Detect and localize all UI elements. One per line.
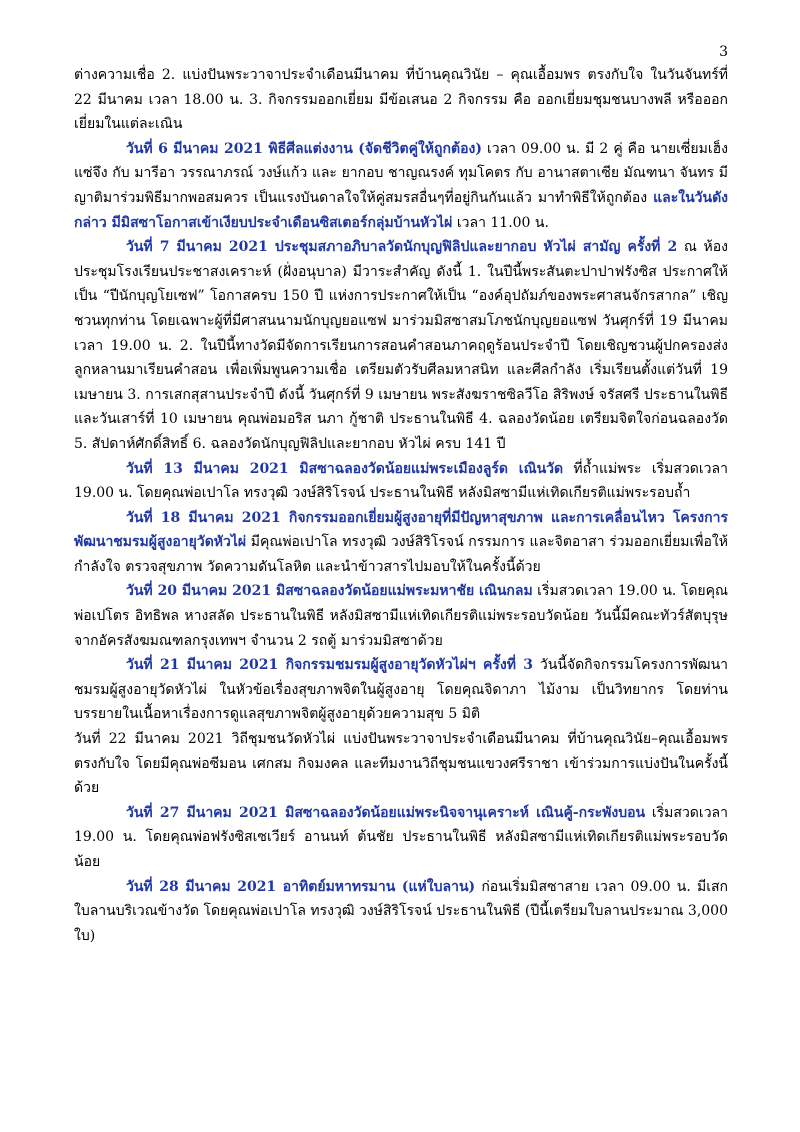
event-heading: วันที่ 28 มีนาคม 2021 อาทิตย์มหาทรมาน (แห่ใบลาน) [126, 878, 476, 895]
paragraph-text: ต่างความเชื่อ 2. แบ่งปันพระวาจาประจำเดือนมีนาคม ที่บ้านคุณวินัย – คุณเอื้อมพร ตรงกับใจ ในวันจันทร์ที่ 22 มีนาคม เวลา 18.00 น. 3. กิจกรรมออกเยี่ยม มีข้อเสนอ 2 กิจกรรม คือ ออกเยี่ยมชุมชนบางพลี หรือออกเยี่ยมในแต่ละเณิน [74, 67, 728, 133]
paragraph-text: เวลา 11.00 น. [452, 214, 549, 231]
event-highlight: และในวันดังกล่าว มีมิสซาโอกาสเข้าเงียบประจำเดือนซิสเตอร์กลุ่มบ้านหัวไผ่ [74, 189, 728, 231]
event-heading: วันที่ 20 มีนาคม 2021 มิสซาฉลองวัดน้อยแม่พระมหาชัย เณินกลม [126, 583, 533, 600]
paragraph-march-21 [74, 653, 728, 727]
event-heading: วันที่ 27 มีนาคม 2021 มิสซาฉลองวัดน้อยแม่พระนิจจานุเคราะห์ เณินคู้-กระพังบอน [126, 804, 646, 821]
paragraph-march-22 [74, 727, 728, 801]
event-heading: วันที่ 6 มีนาคม 2021 พิธีศีลแต่งงาน (จัดชีวิตคู่ให้ถูกต้อง) [126, 140, 482, 157]
paragraph-march-27 [74, 801, 728, 875]
page-body [74, 63, 728, 948]
paragraph-text: วันที่ 22 มีนาคม 2021 วิถีชุมชนวัดหัวไผ่ แบ่งปันพระวาจาประจำเดือนมีนาคม ที่บ้านคุณวินัย–คุณเอื้อมพร ตรงกับใจ โดยมีคุณพ่อซีมอน เศกสม กิจมงคล และทีมงานวิถีชุมชนแขวงศรีราชา เข้าร่วมการแบ่งปันในครั้งนี้ด้วย [74, 731, 728, 797]
paragraph-continuation [74, 63, 728, 137]
paragraph-text: มีคุณพ่อเปาโล ทรงวุฒิ วงษ์สิริโรจน์ กรรมการ และจิตอาสา ร่วมออกเยี่ยมเพื่อให้กำลังใจ ตรวจสุขภาพ วัดความดันโลหิต และนำข้าวสารไปมอบให้ในครั้งนี้ด้วย [74, 534, 728, 575]
paragraph-march-7 [74, 235, 728, 456]
paragraph-march-18 [74, 506, 728, 580]
paragraph-text: เวลา 09.00 น. มี 2 คู่ คือ นายเซี่ยมเฮ็ง แซ่จึง กับ มารีอา วรรณาภรณ์ วงษ์แก้ว และ ยากอบ ชาญณรงค์ ทุมโคตร กับ อานาสตาเซีย มัณฑนา จันทร มีญาติมาร่วมพิธีมากพอสมควร เป็นแรงบันดาลใจให้คู่สมรสอื่นๆที่อยู่กินกันแล้ว มาทำพิธีให้ถูกต้อง [74, 140, 728, 206]
paragraph-march-6 [74, 137, 728, 235]
paragraph-text: ที่ถ้ำแม่พระ เริ่มสวดเวลา 19.00 น. โดยคุณพ่อเปาโล ทรงวุฒิ วงษ์สิริโรจน์ ประธานในพิธี หลังมิสซามีแห่เทิดเกียรติแม่พระรอบถ้ำ [74, 460, 728, 502]
paragraph-text: ก่อนเริ่มมิสซาสาย เวลา 09.00 น. มีเสกใบลานบริเวณข้างวัด โดยคุณพ่อเปาโล ทรงวุฒิ วงษ์สิริโรจน์ ประธานในพิธี (ปีนี้เตรียมใบลานประมาณ 3,000 ใบ) [74, 878, 728, 944]
event-heading: วันที่ 21 มีนาคม 2021 กิจกรรมชมรมผู้สูงอายุวัดหัวไผ่ฯ ครั้งที่ 3 [126, 657, 533, 674]
event-heading: วันที่ 7 มีนาคม 2021 ประชุมสภาอภิบาลวัดนักบุญฟิลิปและยากอบ หัวไผ่ สามัญ ครั้งที่ 2 [126, 239, 678, 256]
paragraph-text: เริ่มสวดเวลา 19.00 น. โดยคุณพ่อเปโตร อิทธิพล หางสลัด ประธานในพิธี หลังมิสซามีแห่เทิดเกียรติแม่พระรอบวัดน้อย วันนี้มีคณะทัวร์สัตบุรุษจากอัครสังฆมณฑลกรุงเทพฯ จำนวน 2 รถตู้ มาร่วมมิสซาด้วย [74, 583, 728, 649]
event-heading: วันที่ 18 มีนาคม 2021 กิจกรรมออกเยี่ยมผู้สูงอายุที่มีปัญหาสุขภาพ และการเคลื่อนไหว โครงการพัฒนาชมรมผู้สูงอายุวัดหัวไผ่ [74, 509, 728, 551]
paragraph-march-13 [74, 457, 728, 506]
paragraph-text: เริ่มสวดเวลา 19.00 น. โดยคุณพ่อฟรังซิสเซเวียร์ อานนท์ ต้นชัย ประธานในพิธี หลังมิสซามีแห่เทิดเกียรติแม่พระรอบวัดน้อย [74, 804, 728, 870]
paragraph-text: วันนี้จัดกิจกรรมโครงการพัฒนาชมรมผู้สูงอายุวัดหัวไผ่ ในหัวข้อเรื่องสุขภาพจิตในผู้สูงอายุ โดยคุณจิดาภา ไม้งาม เป็นวิทยากร โดยท่านบรรยายในเนื้อหาเรื่องการดูแลสุขภาพจิตผู้สูงอายุด้วยความสุข 5 มิติ [74, 657, 729, 723]
paragraph-march-28 [74, 875, 728, 949]
paragraph-text: ณ ห้องประชุมโรงเรียนประชาสงเคราะห์ (ฝั่งอนุบาล) มีวาระสำคัญ ดังนี้ 1. ในปีนี้พระสันตะปาปาฟรังซิส ประกาศให้เป็น “ปีนักบุญโยเซฟ” โอกาสครบ 150 ปี แห่งการประกาศให้เป็น “องค์อุปถัมภ์ของพระศาสนจักรสากล” เชิญชวนทุกท่าน โดยเฉพาะผู้ที่มีศาสนนามนักบุญยอแซฟ มาร่วมมิสซาสมโภชนักบุญยอแซฟ วันศุกร์ที่ 19 มีนาคม เวลา 19.00 น. 2. ในปีนี้ทางวัดมีจัดการเรียนการสอนคำสอนภาคฤดูร้อนประจำปี โดยเชิญชวนผู้ปกครองส่งลูกหลานมาเรียนคำสอน เพื่อเพิ่มพูนความเชื่อ เตรียมตัวรับศีลมหาสนิท และศีลกำลัง เริ่มเรียนตั้งแต่วันที่ 19 เมษายน 3. การเสกสุสานประจำปี ดังนี้ วันศุกร์ที่ 9 เมษายน พระสังฆราชซิลวีโอ สิริพงษ์ จรัสศรี ประธานในพิธี และวันเสาร์ที่ 10 เมษายน คุณพ่อมอริส นภา กู้ชาติ ประธานในพิธี 4. ฉลองวัดน้อย เตรียมจิตใจก่อนฉลองวัด 5. สัปดาห์ศักดิ์สิทธิ์ 6. ฉลองวัดนักบุญฟิลิปและยากอบ หัวไผ่ ครบ 141 ปี [74, 239, 728, 452]
paragraph-march-20 [74, 579, 728, 653]
page-number: 3 [719, 44, 728, 60]
event-heading: วันที่ 13 มีนาคม 2021 มิสซาฉลองวัดน้อยแม่พระเมืองลูร์ด เณินวัด [126, 460, 564, 477]
